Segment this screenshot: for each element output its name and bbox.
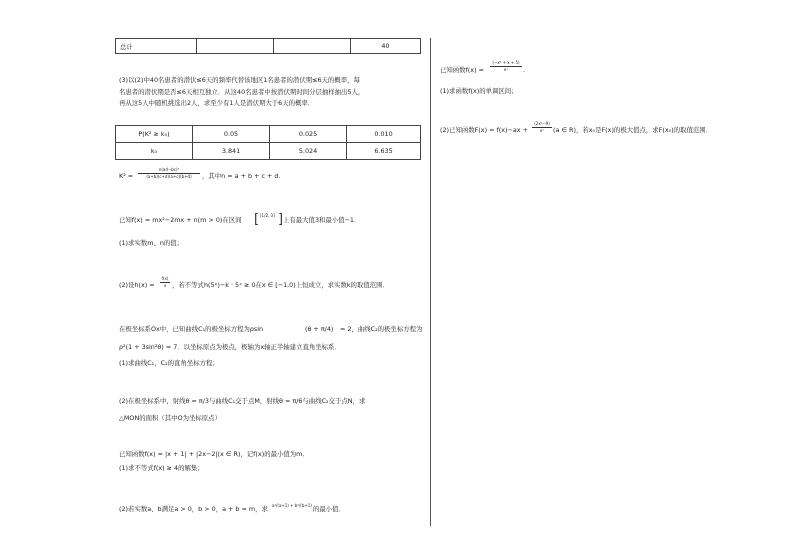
total-table bbox=[115, 38, 421, 54]
k2-k-value: 3.841 bbox=[193, 143, 270, 160]
exp-stem-b: . bbox=[523, 66, 526, 74]
exp-stem-a: 已知函数f(x) = bbox=[440, 66, 484, 74]
total-value: 40 bbox=[351, 39, 421, 54]
polar-line-2: ρ²(1 + 3sin²θ) = 7．以坐标原点为极点，极轴为x轴正半轴建立直角坐标系． bbox=[119, 343, 341, 351]
k2-formula-denominator: (a+b)(c+d)(a+c)(b+d) bbox=[146, 174, 192, 179]
abs-q2-expression: a²/(a+1) + b²/(b+1) bbox=[272, 503, 312, 508]
q3-line-1: (3)以(2)中40名患者的潜伏≤6天的频率代替该地区1名患者的潜伏期≤6天的概率，每 bbox=[119, 76, 360, 84]
k2-k-value: 5.024 bbox=[270, 143, 347, 160]
exp-q2-frac-den: eˣ bbox=[539, 128, 545, 133]
abs-stem: 已知函数f(x) = |x + 1| + |2x−2|(x ∈ R)，记f(x)的最小值为m． bbox=[119, 450, 309, 458]
q3-line-3: 再从这5人中随机挑选出2人，求至少有1人是潜伏期大于6天的概率． bbox=[119, 99, 315, 107]
k2-formula-numerator: n(ad−bc)² bbox=[158, 167, 180, 172]
quadratic-interval: [1/2, 3] bbox=[260, 213, 275, 218]
abs-q1: (1)求不等式f(x) ≥ 4的解集； bbox=[119, 464, 204, 472]
polar-q2-line-2: △MON的面积（其中O为坐标原点） bbox=[119, 414, 221, 422]
k2-row1-label: P(K² ≥ k₀) bbox=[116, 126, 193, 143]
quadratic-stem-b: 上有最大值3和最小值−1． bbox=[283, 216, 361, 224]
total-label: 总计 bbox=[116, 39, 197, 54]
polar-line-1-a: 在极坐标系Ox中，已知曲线C₁的极坐标方程为ρsin bbox=[119, 325, 264, 333]
abs-q2-a: (2)若实数a、b满足a > 0，b > 0，a + b = m，求 bbox=[119, 505, 268, 513]
quadratic-q2-a: (2)设h(x) = bbox=[119, 281, 155, 289]
k2-row2-label: k₀ bbox=[116, 143, 193, 160]
interval-bracket-left: [ bbox=[254, 212, 260, 227]
exp-q2-frac-num: (2x²−9) bbox=[534, 121, 550, 126]
polar-line-1-b: = 2，曲线C₂的极坐标方程为 bbox=[340, 325, 423, 333]
polar-q1: (1)求曲线C₁，C₂的直角坐标方程； bbox=[119, 359, 219, 367]
quadratic-q2-frac-den: x bbox=[163, 283, 167, 288]
k2-formula-suffix: ，其中n = a + b + c + d. bbox=[202, 172, 281, 180]
k2-p-value: 0.010 bbox=[347, 126, 421, 143]
quadratic-q1: (1)求实数m、n的值； bbox=[119, 239, 184, 247]
total-cell-empty-2 bbox=[274, 39, 351, 54]
q3-line-2: 名患者的潜伏期是否≤6天相互独立．从这40名患者中按潜伏期时间分层抽样抽出5人， bbox=[119, 88, 365, 96]
interval-bracket-right: ] bbox=[278, 212, 284, 227]
exp-frac-num: (−x² + x + 5) bbox=[492, 60, 520, 65]
quadratic-stem-a: 已知f(x) = mx²−2mx + n(m > 0)在区间 bbox=[119, 216, 242, 224]
exp-q1: (1)求函数f(x)的单调区间； bbox=[440, 87, 518, 95]
total-cell-empty-1 bbox=[197, 39, 274, 54]
k2-table bbox=[115, 125, 421, 160]
exp-q2-b: (a ∈ R)，若x₀是F(x)的极大值点，求F(x₀)的取值范围． bbox=[553, 126, 713, 134]
polar-line-1-paren: (θ + π/4) bbox=[305, 325, 334, 333]
quadratic-q2-frac-num: f(x) bbox=[161, 276, 169, 281]
k2-p-value: 0.05 bbox=[193, 126, 270, 143]
k2-formula-prefix: K² = bbox=[119, 172, 134, 180]
exp-q2-a: (2)已知函数F(x) = f(x)−ax + bbox=[440, 126, 528, 134]
k2-p-value: 0.025 bbox=[270, 126, 347, 143]
abs-q2-b: 的最小值． bbox=[313, 505, 345, 513]
k2-k-value: 6.635 bbox=[347, 143, 421, 160]
polar-q2-line-1: (2)在极坐标系中，射线θ = π/3与曲线C₁交于点M，射线θ = π/6与曲线C₂交于点N，求 bbox=[119, 397, 366, 405]
column-divider bbox=[430, 38, 431, 526]
exp-frac-den: eˣ bbox=[503, 67, 509, 72]
quadratic-q2-b: ，若不等式h(5ˣ)−k · 5ˣ ≥ 0在x ∈ [−1,0)上恒成立，求实数k的取值范围． bbox=[172, 281, 389, 289]
